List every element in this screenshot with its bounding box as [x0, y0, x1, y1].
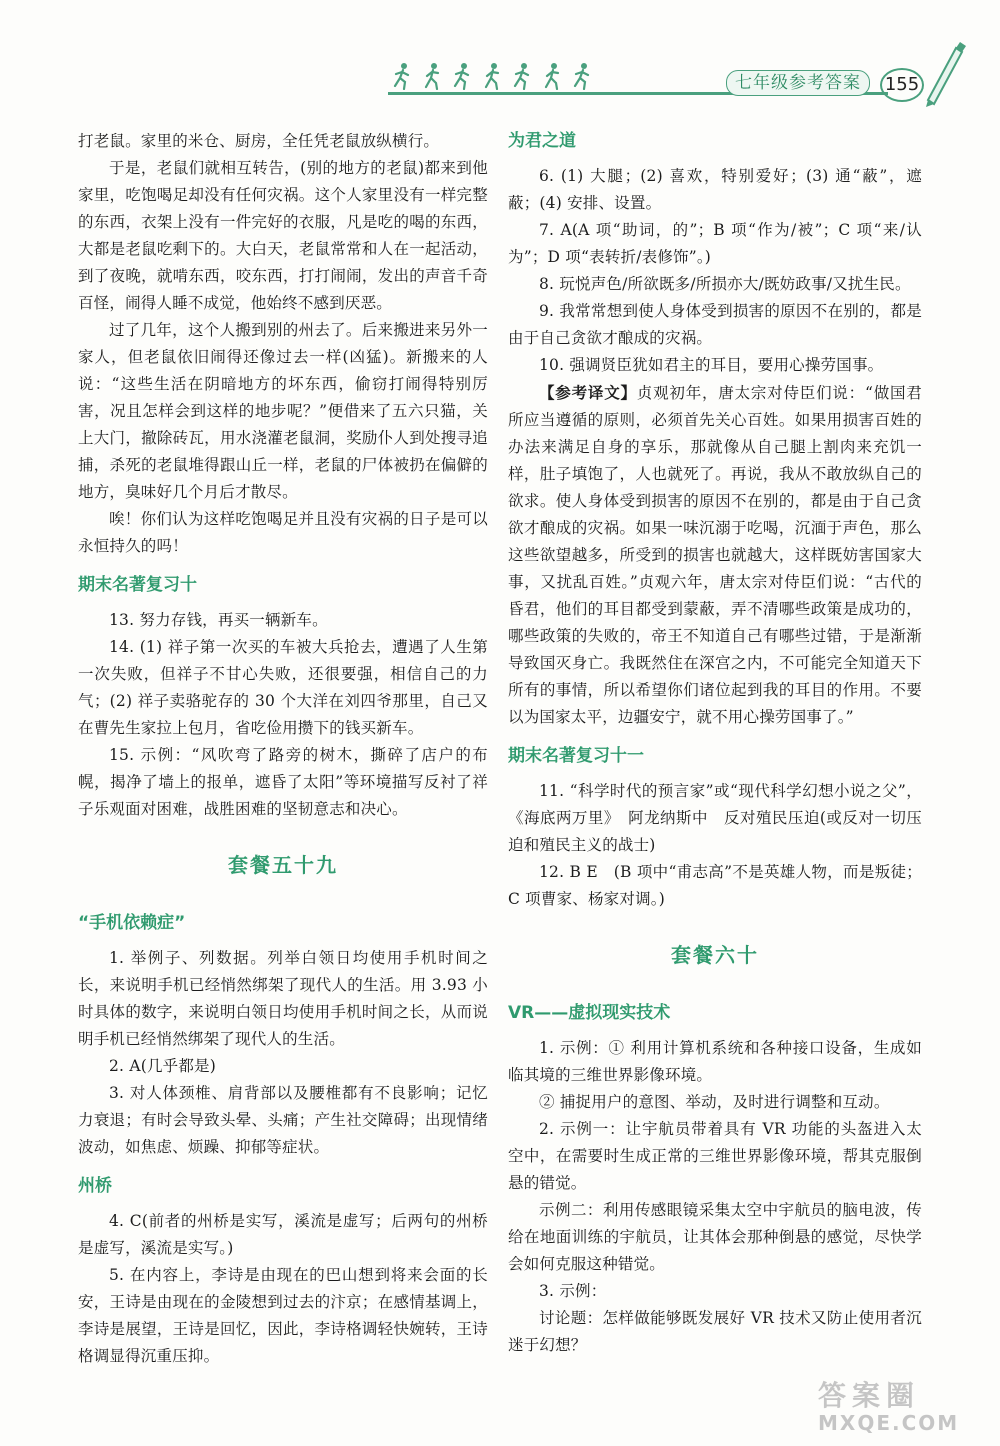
section-heading: “手机依赖症” — [78, 913, 186, 933]
page-number: 155 — [880, 68, 924, 102]
answer-item: 2. A(几乎都是) — [109, 1057, 217, 1075]
answer-item: 1. 举例子、列数据。列举白领日均使用手机时间之长，来说明手机已经悄然绑架了现代人的生活。用 3.93 小时具体的数字，来说明白领日均使用手机时间之长，从而说明手机已经悄然绑架了现代人的生活。 — [78, 949, 488, 1048]
left-column — [78, 128, 488, 1370]
reference-translation — [508, 379, 922, 731]
runner-icon — [392, 62, 412, 90]
paragraph: 打老鼠。家里的米仓、厨房，全任凭老鼠放纵横行。 — [78, 132, 440, 150]
section-heading: 州桥 — [78, 1176, 112, 1196]
answer-item: 讨论题：怎样做能够既发展好 VR 技术又防止使用者沉迷于幻想？ — [508, 1309, 922, 1354]
answer-item: 8. 玩悦声色/所欲既多/所损亦大/既妨政事/又扰生民。 — [539, 275, 911, 293]
answer-item: 1. 示例：① 利用计算机系统和各种接口设备，生成如临其境的三维世界影像环境。 — [508, 1039, 922, 1084]
answer-item: 14. (1) 祥子第一次买的车被大兵抢去，遭遇了人生第一次失败，但祥子不甘心失败，还很要强，相信自己的力气；(2) 祥子卖骆驼存的 30 个大洋在刘四爷那里，自己又在曹先生家拉上包月，省吃俭用攒下的钱买新车。 — [78, 638, 488, 737]
right-column — [508, 128, 922, 1359]
paragraph: 过了几年，这个人搬到别的州去了。后来搬进来另外一家人，但老鼠依旧闹得还像过去一样(凶猛)。新搬来的人说：“这些生活在阴暗地方的坏东西，偷窃打闹得特别厉害，况且怎样会到这样的地步呢？”便借来了五六只猫，关上大门，撤除砖瓦，用水浇灌老鼠洞，奖励仆人到处搜寻追捕，杀死的老鼠堆得跟山丘一样，老鼠的尸体被扔在偏僻的地方，臭味好几个月后才散尽。 — [78, 321, 488, 501]
answer-item: 示例二：利用传感眼镜采集太空中宇航员的脑电波，传给在地面训练的宇航员，让其体会那种倒悬的感觉，尽快学会如何克服这种错觉。 — [508, 1201, 922, 1273]
answer-item: 5. 在内容上，李诗是由现在的巴山想到将来会面的长安，王诗是由现在的金陵想到过去的汴京；在感情基调上，李诗是展望，王诗是回忆，因此，李诗格调轻快婉转，王诗格调显得沉重压抑。 — [78, 1266, 488, 1365]
answer-item: 15. 示例：“风吹弯了路旁的树木，撕碎了店户的布幌，揭净了墙上的报单，遮昏了太阳”等环境描写反衬了祥子乐观面对困难，战胜困难的坚韧意志和决心。 — [78, 746, 488, 818]
section-heading: 为君之道 — [508, 131, 576, 151]
answer-item: 11. “科学时代的预言家”或“现代科学幻想小说之父”，《海底两万里》 阿龙纳斯中 反对殖民压迫(或反对一切压迫和殖民主义的战士) — [508, 782, 922, 854]
watermark-logo-text: 答案圈 — [818, 1379, 921, 1412]
grade-answer-tag: 七年级参考答案 — [726, 70, 870, 96]
answer-item: 13. 努力存钱，再买一辆新车。 — [109, 611, 328, 629]
answer-item: 4. C(前者的州桥是实写，溪流是虚写；后两句的州桥是虚写，溪流是实写。) — [78, 1212, 488, 1257]
section-heading: VR——虚拟现实技术 — [508, 1003, 671, 1023]
answer-item: 3. 对人体颈椎、肩背部以及腰椎都有不良影响；记忆力衰退；有时会导致头晕、头痛；产生社交障碍；出现情绪波动，如焦虑、烦躁、抑郁等症状。 — [78, 1084, 488, 1156]
paragraph: 唉！你们认为这样吃饱喝足并且没有灾祸的日子是可以永恒持久的吗！ — [78, 510, 488, 555]
runner-icon — [482, 62, 502, 90]
answer-item: 6. (1) 大腿；(2) 喜欢，特别爱好；(3) 通“蔽”，遮蔽；(4) 安排、设置。 — [508, 167, 922, 212]
section-heading: 期末名著复习十 — [78, 575, 197, 595]
watermark-url: MXQE.COM — [818, 1411, 960, 1435]
set-heading: 套餐六十 — [671, 943, 759, 967]
translation-label: 【参考译文】 — [539, 383, 637, 402]
translation-text: 贞观初年，唐太宗对侍臣们说：“做国君所应当遵循的原则，必须首先关心百姓。如果用损害百姓的办法来满足自身的享乐，那就像从自己腿上割肉来充饥一样，肚子填饱了，人也就死了。再说，我从不敢放纵自己的欲求。使人身体受到损害的原因不在别的，都是由于自己贪欲才酿成的灾祸。如果一味沉溺于吃喝，沉湎于声色，那么这些欲望越多，所受到的损害也就越大，这样既妨害国家大事，又扰乱百姓。”贞观六年，唐太宗对侍臣们说：“古代的昏君，他们的耳目都受到蒙蔽，弄不清哪些政策是成功的，哪些政策的失败的，帝王不知道自己有哪些过错，于是渐渐导致国灭身亡。我既然住在深宫之内，不可能完全知道天下所有的事情，所以希望你们诸位起到我的耳目的作用。不要以为国家太平，边疆安宁，就不用心操劳国事了。” — [508, 384, 922, 726]
answer-item: 3. 示例： — [539, 1282, 607, 1300]
site-watermark — [818, 1380, 990, 1438]
runner-icon — [572, 62, 592, 90]
runner-icon — [422, 62, 442, 90]
page-header — [0, 0, 1000, 110]
set-heading: 套餐五十九 — [228, 853, 338, 877]
runners-decoration — [392, 62, 592, 90]
runner-icon — [512, 62, 532, 90]
pen-icon — [920, 38, 970, 108]
answer-item: 10. 强调贤臣犹如君主的耳目，要用心操劳国事。 — [539, 356, 884, 374]
paragraph: 于是，老鼠们就相互转告，(别的地方的老鼠)都来到他家里，吃饱喝足却没有任何灾祸。这个人家里没有一样完整的东西，衣架上没有一件完好的衣服，凡是吃的喝的东西，大都是老鼠吃剩下的。大白天，老鼠常常和人在一起活动，到了夜晚，就啃东西，咬东西，打打闹闹，发出的声音千奇百怪，闹得人睡不成觉，他始终不感到厌恶。 — [78, 159, 488, 312]
answer-item: ② 捕捉用户的意图、举动，及时进行调整和互动。 — [539, 1093, 890, 1111]
answer-item: 7. A(A 项“助词，的”；B 项“作为/被”；C 项“来/认为”；D 项“表转折/表修饰”。) — [508, 221, 922, 266]
runner-icon — [452, 62, 472, 90]
answer-item: 9. 我常常想到使人身体受到损害的原因不在别的，都是由于自己贪欲才酿成的灾祸。 — [508, 302, 922, 347]
answer-item: 12. B E (B 项中“甫志高”不是英雄人物，而是叛徒；C 项曹家、杨家对调。) — [508, 863, 922, 908]
runner-icon — [542, 62, 562, 90]
section-heading: 期末名著复习十一 — [508, 746, 644, 766]
answer-item: 2. 示例一：让宇航员带着具有 VR 功能的头盔进入太空中，在需要时生成正常的三维世界影像环境，帮其克服倒悬的错觉。 — [508, 1120, 922, 1192]
